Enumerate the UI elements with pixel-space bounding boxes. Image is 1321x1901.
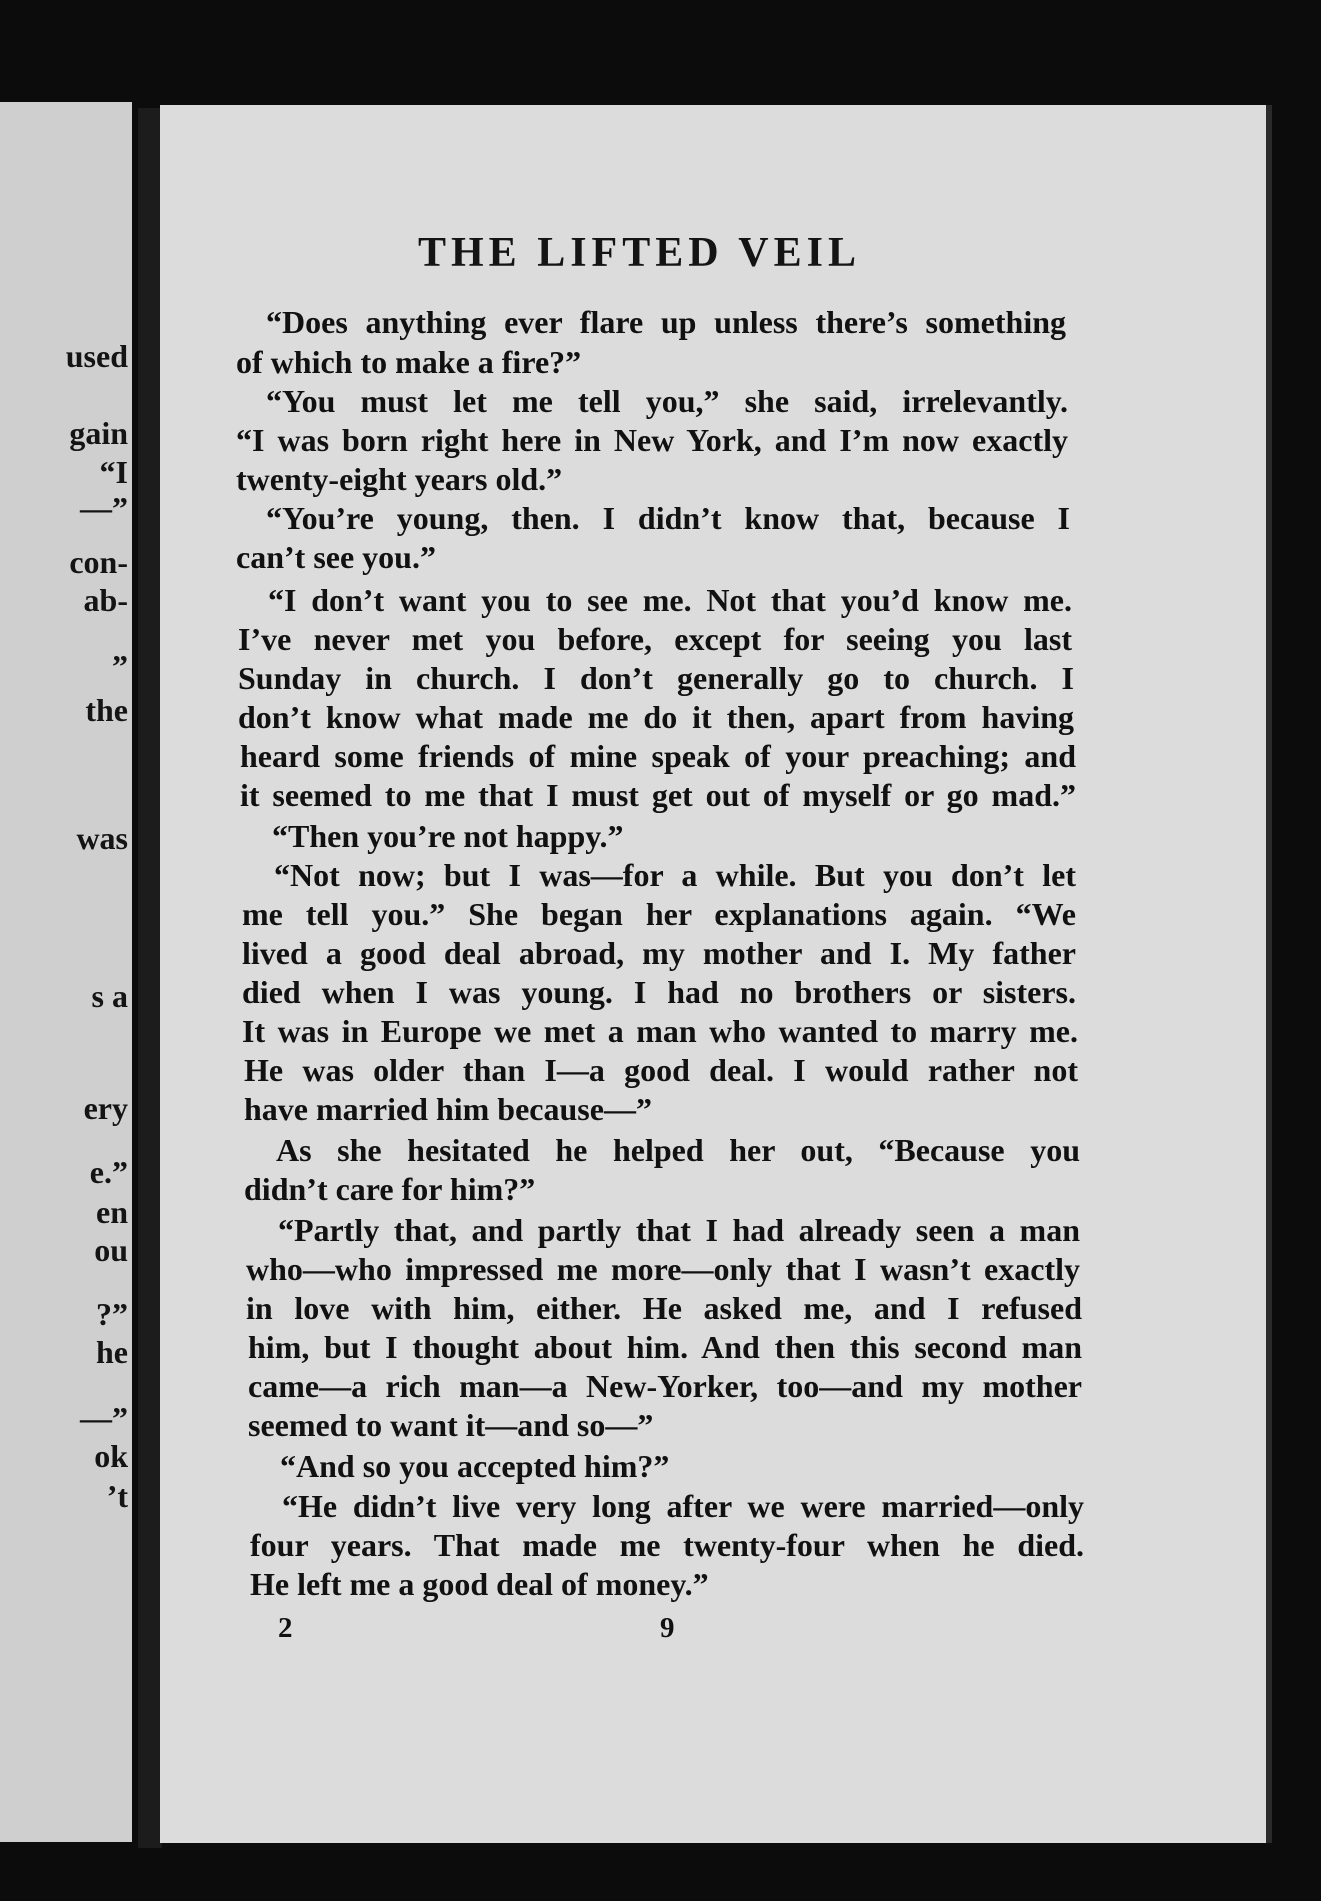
left-page-fragment: was: [76, 820, 128, 856]
body-text-line: “And so you accepted him?”: [280, 1448, 670, 1484]
body-text-line: four years. That made me twenty-four when he died.: [250, 1527, 1084, 1563]
body-text-line: “Not now; but I was—for a while. But you don’t let: [274, 857, 1076, 893]
body-text-line: can’t see you.”: [236, 539, 436, 575]
left-page-fragment: he: [96, 1334, 128, 1370]
page-edge: [1266, 105, 1272, 1843]
left-page-fragment: ?”: [96, 1296, 128, 1332]
body-text-line: seemed to want it—and so—”: [248, 1407, 654, 1443]
left-page-fragment: gain: [69, 415, 128, 451]
body-text-line: who—who impressed me more—only that I wasn’t exactly: [246, 1251, 1080, 1287]
body-text-line: came—a rich man—a New-Yorker, too—and my mother: [248, 1368, 1082, 1404]
body-text-line: He left me a good deal of money.”: [250, 1566, 709, 1602]
body-text-line: lived a good deal abroad, my mother and I. My father: [242, 935, 1076, 971]
left-page-fragment: —”: [80, 490, 128, 526]
body-text-line: don’t know what made me do it then, apart from having: [238, 699, 1074, 735]
left-page: [0, 102, 132, 1842]
body-text-line: It was in Europe we met a man who wanted to marry me.: [242, 1013, 1078, 1049]
body-text-line: in love with him, either. He asked me, and I refused: [246, 1290, 1082, 1326]
left-page-fragment: e.”: [89, 1154, 128, 1190]
body-text-line: “He didn’t live very long after we were married—only: [282, 1488, 1084, 1524]
left-page-fragment: ok: [94, 1438, 128, 1474]
body-text-line: heard some friends of mine speak of your preaching; and: [240, 738, 1076, 774]
left-page-fragment: ery: [83, 1090, 128, 1126]
left-page-fragment: used: [65, 338, 128, 374]
body-text-line: “Does anything ever flare up unless there’s something: [266, 304, 1066, 340]
body-text-line: Sunday in church. I don’t generally go to church. I: [238, 660, 1074, 696]
left-page-fragment: —”: [80, 1400, 128, 1436]
body-text-line: “You must let me tell you,” she said, irrelevantly.: [266, 383, 1068, 419]
left-page-fragment: ”: [112, 648, 128, 684]
left-page-fragment: ’t: [106, 1478, 128, 1514]
body-text-line: of which to make a fire?”: [236, 344, 582, 380]
body-text-line: him, but I thought about him. And then this second man: [248, 1329, 1082, 1365]
body-text-line: died when I was young. I had no brothers or sisters.: [242, 974, 1076, 1010]
body-text-line: He was older than I—a good deal. I would rather not: [244, 1052, 1078, 1088]
body-text-line: I’ve never met you before, except for seeing you last: [238, 621, 1072, 657]
left-page-fragment: en: [96, 1194, 128, 1230]
body-text-line: didn’t care for him?”: [244, 1171, 536, 1207]
left-page-fragment: the: [85, 692, 128, 728]
body-text-line: “I was born right here in New York, and I’m now exactly: [236, 422, 1068, 458]
left-page-fragment: ou: [94, 1232, 128, 1268]
body-text-line: “You’re young, then. I didn’t know that, because I: [266, 500, 1070, 536]
left-page-fragment: s a: [91, 978, 128, 1014]
body-text-line: it seemed to me that I must get out of myself or go mad.”: [240, 777, 1076, 813]
body-text-line: me tell you.” She began her explanations again. “We: [242, 896, 1076, 932]
body-text-line: “I don’t want you to see me. Not that you’d know me.: [268, 582, 1072, 618]
body-text-line: As she hesitated he helped her out, “Because you: [276, 1132, 1080, 1168]
left-page-fragment: con-: [69, 544, 128, 580]
left-page-fragment: ab-: [83, 582, 128, 618]
book-gutter: [138, 108, 162, 1848]
running-head: THE LIFTED VEIL: [418, 230, 862, 276]
signature-mark: 2: [278, 1612, 293, 1644]
body-text-line: “Then you’re not happy.”: [272, 818, 624, 854]
page-number: 9: [660, 1612, 675, 1644]
body-text-line: twenty-eight years old.”: [236, 461, 563, 497]
left-page-fragment: “I: [99, 454, 128, 490]
body-text-line: “Partly that, and partly that I had already seen a man: [278, 1212, 1080, 1248]
body-text-line: have married him because—”: [244, 1091, 652, 1127]
